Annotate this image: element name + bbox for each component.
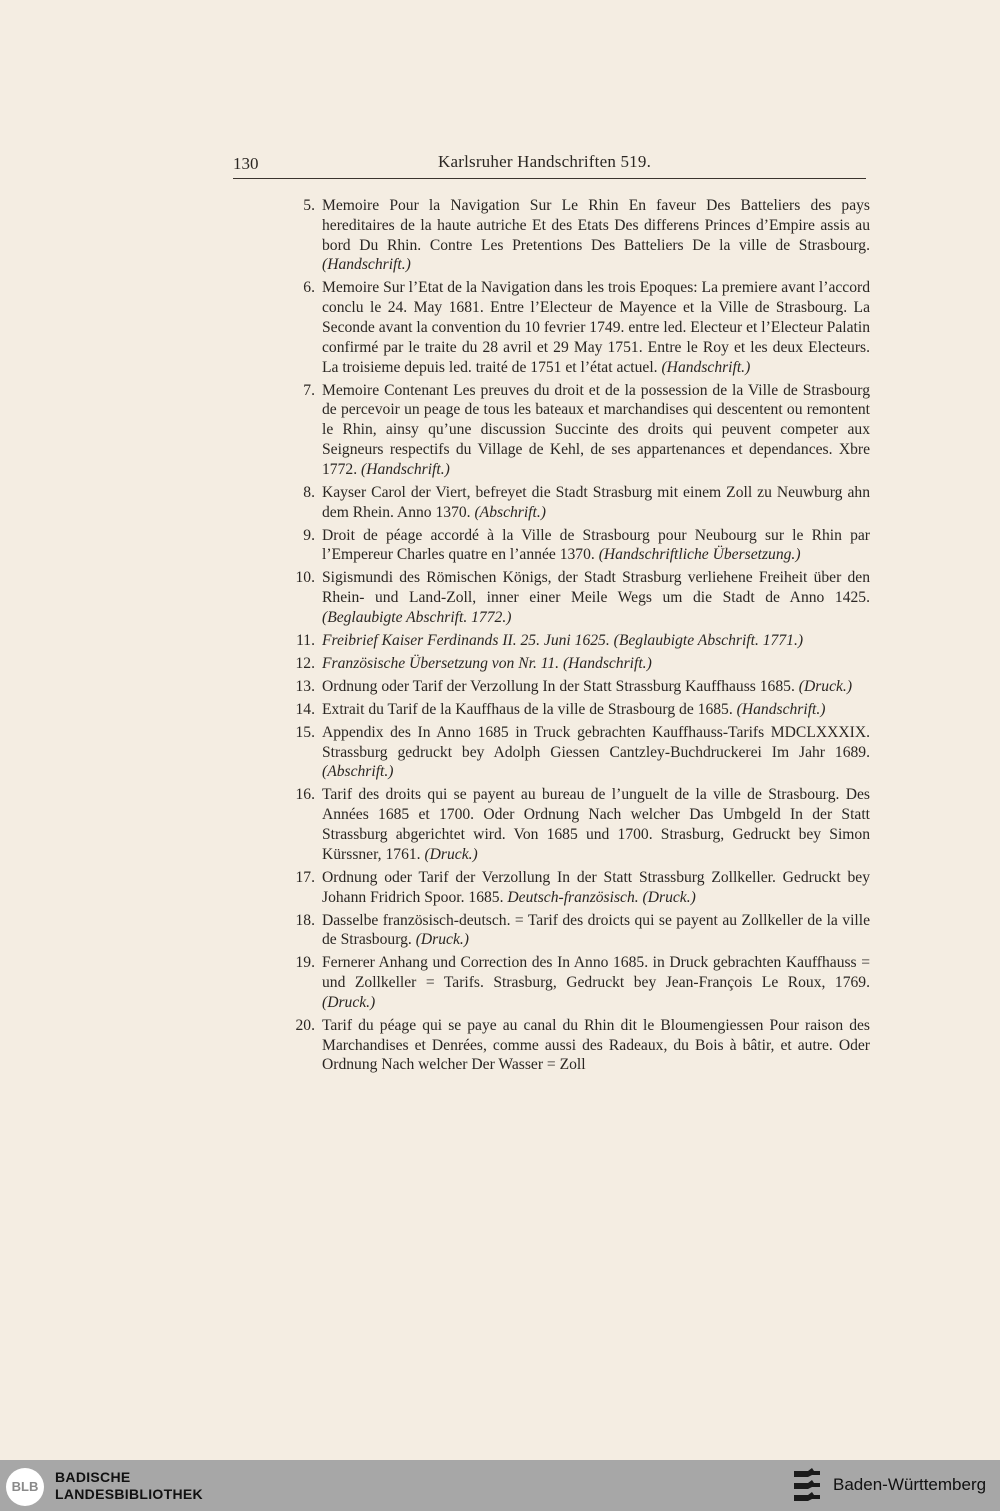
state-name[interactable]: Baden-Württemberg bbox=[833, 1475, 987, 1494]
list-item: 9. Droit de péage accordé à la Ville de Strasbourg pour Neubourg sur le Rhin par l’Empereur Charles quatre en l’année 1370. (Handschriftliche Übersetzung.) bbox=[303, 526, 870, 564]
list-item: 19. Fernerer Anhang und Correction des In Anno 1685. in Druck gebrachten Kauffhauss = und Zollkeller = Tarifs. Strasburg, Gedruckt bey Jean-François Le Roux, 1769. (Druck.) bbox=[295, 954, 870, 1011]
list-item: 18. Dasselbe französisch-deutsch. = Tarif des droicts qui se payent au Zollkeller de la ville de Strasbourg. (Druck.) bbox=[295, 911, 870, 949]
footer-bar bbox=[0, 1460, 1000, 1511]
page-number: 130 bbox=[233, 154, 259, 173]
entry-list bbox=[287, 196, 870, 1078]
list-item: 14. Extrait du Tarif de la Kauffhaus de la ville de Strasbourg de 1685. (Handschrift.) bbox=[295, 700, 826, 718]
list-item: 6. Memoire Sur l’Etat de la Navigation dans les trois Epoques: La premiere avant l’accord conclu le 24. May 1681. Entre l’Electeur de Mayence et la Ville de Strasbourg. La Seconde avant la convention du 10 fevrier 1749. entre led. Electeur et l’Electeur Palatin confirmé par le traite du 28 avril et 29 May 1751. Entre le Roy et les deux Electeurs. La troisieme depuis led. traité de 1751 et l’état actuel. (Handschrift.) bbox=[303, 279, 870, 376]
running-title: Karlsruher Handschriften 519. bbox=[438, 152, 652, 171]
list-item: 15. Appendix des In Anno 1685 in Truck gebrachten Kauffhauss-Tarifs MDCLXXXIX. Strassburg gedruckt bey Adolph Giessen Cantzley-Buchdruckerei Im Jahr 1689. (Abschrift.) bbox=[295, 723, 870, 781]
blb-logo[interactable]: BLB bbox=[6, 1468, 44, 1506]
library-name[interactable]: BADISCHE LANDESBIBLIOTHEK bbox=[55, 1469, 203, 1502]
list-item: 17. Ordnung oder Tarif der Verzollung In der Statt Strassburg Zollkeller. Gedruckt bey Johann Fridrich Spoor. 1685. Deutsch-französisch. (Druck.) bbox=[295, 868, 870, 906]
list-item: 7. Memoire Contenant Les preuves du droit et de la possession de la Ville de Strasbourg de percevoir un peage de tous les bateaux et marchandises qui descentent ou remontent le Rhin, ainsy qu’une discussion Succinte des droits qui peuvent competer aux Seigneurs respectifs du Village de Kehl, de ses appartenances et dependances. Xbre 1772. (Handschrift.) bbox=[303, 381, 870, 478]
lions-emblem-icon bbox=[790, 1467, 824, 1507]
list-item: 16. Tarif des droits qui se payent au bureau de l’unguelt de la ville de Strasbourg. Des Années 1685 et 1700. Oder Ordnung Nach welcher Das Umbgeld In der Statt Strassburg abgerichtet wird. Von 1685 und 1700. Strasburg, Gedruckt bey Simon Kürssner, 1761. (Druck.) bbox=[295, 786, 870, 863]
list-item: 5. Memoire Pour la Navigation Sur Le Rhin En faveur Des Batteliers des pays hereditaires de la haute autriche Et des Etats Des differens Princes d’Empire assis au bord Du Rhin. Contre Les Pretentions Des Batteliers De la ville de Strasbourg. (Handschrift.) bbox=[303, 197, 870, 274]
list-item: 11. Freibrief Kaiser Ferdinands II. 25. Juni 1625. (Beglaubigte Abschrift. 1771.) bbox=[296, 631, 804, 649]
list-item: 8. Kayser Carol der Viert, befreyet die Stadt Strasburg mit einem Zoll zu Neuwburg ahn dem Rhein. Anno 1370. (Abschrift.) bbox=[303, 483, 870, 521]
list-item: 10. Sigismundi des Römischen Königs, der Stadt Strasburg verliehene Freiheit über den Rhein- und Land-Zoll, inner einer Meile Wegs um die Stadt de Anno 1425. (Beglaubigte Abschrift. 1772.) bbox=[295, 569, 870, 626]
list-item: 20. Tarif du péage qui se paye au canal du Rhin dit le Bloumengiessen Pour raison des Marchandises et Denrées, comme aussi des Radeaux, du Bois à bâtir, et autre. Oder Ordnung Nach welcher Der Wasser = Zoll bbox=[295, 1016, 870, 1074]
list-item: 12. Französische Übersetzung von Nr. 11. (Handschrift.) bbox=[295, 654, 652, 672]
page-header bbox=[233, 152, 866, 179]
list-item: 13. Ordnung oder Tarif der Verzollung In der Statt Strassburg Kauffhauss 1685. (Druck.) bbox=[295, 677, 853, 695]
